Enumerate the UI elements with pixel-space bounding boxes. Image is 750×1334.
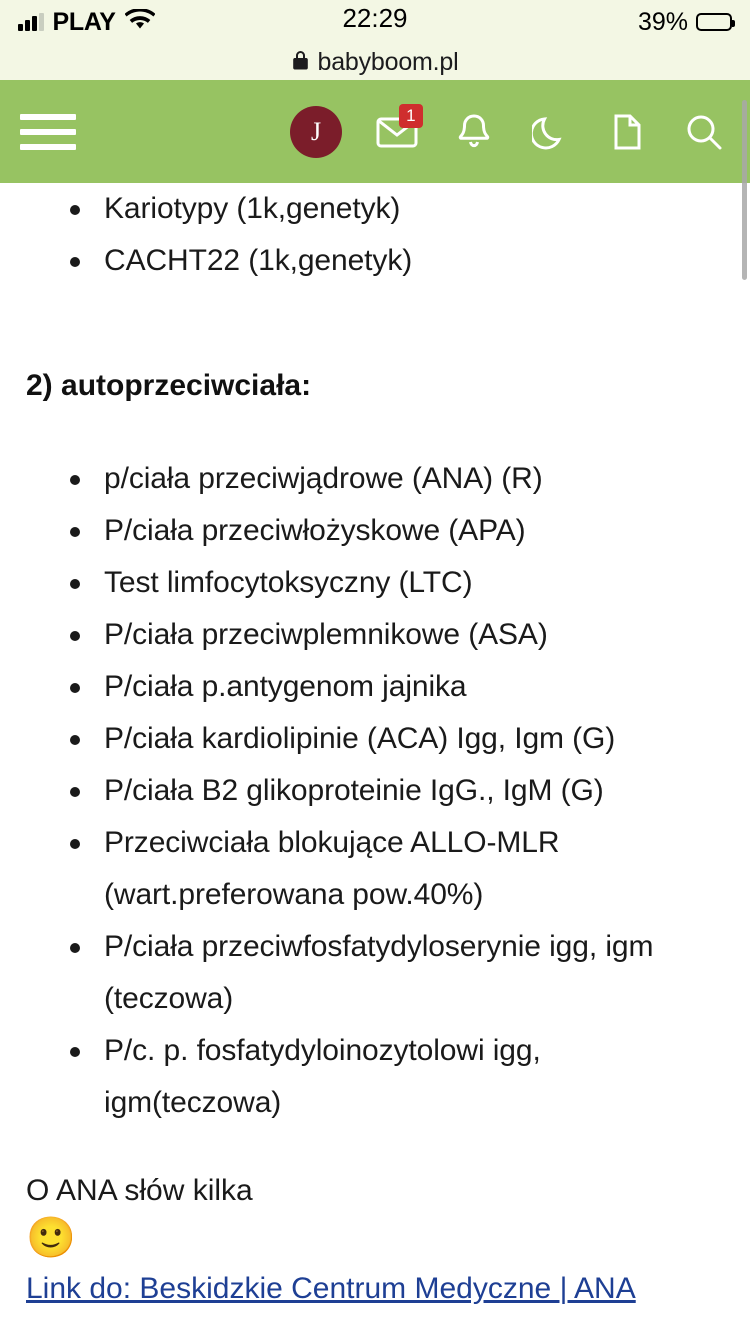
list-item: P/ciała p.antygenom jajnika [26, 661, 724, 713]
list-item: Test limfocytoksyczny (LTC) [26, 557, 724, 609]
top-test-list [26, 183, 724, 287]
hamburger-menu-icon[interactable] [20, 114, 76, 150]
list-item: P/ciała przeciwfosfatydyloserynie igg, igm (teczowa) [26, 921, 724, 1025]
battery-icon [696, 13, 732, 31]
spacer [26, 287, 724, 369]
signal-bars-icon [18, 13, 44, 31]
spacer [26, 1129, 724, 1169]
site-header [0, 80, 750, 183]
url-text: babyboom.pl [317, 47, 459, 76]
search-icon[interactable] [682, 110, 726, 154]
status-bar-right [638, 8, 732, 37]
smiley-emoji: 🙂 [26, 1216, 76, 1260]
section-heading: 2) autoprzeciwciała: [26, 369, 312, 402]
mail-icon[interactable] [375, 105, 419, 154]
list-item: P/ciała kardiolipinie (ACA) Igg, Igm (G) [26, 713, 724, 765]
status-bar [0, 0, 750, 44]
scrollbar[interactable] [742, 100, 747, 280]
spacer [26, 403, 724, 453]
header-toolbar [290, 80, 726, 183]
wifi-icon [125, 9, 155, 36]
list-item: Przeciwciała blokujące ALLO-MLR (wart.preferowana pow.40%) [26, 817, 724, 921]
lock-icon [292, 49, 309, 76]
note-text: O ANA słów kilka [26, 1174, 253, 1207]
bell-icon[interactable] [452, 110, 496, 154]
list-item: p/ciała przeciwjądrowe (ANA) (R) [26, 453, 724, 505]
list-item: P/c. p. fosfatydyloinozytolowi igg, igm(teczowa) [26, 1025, 724, 1129]
address-bar[interactable] [0, 44, 750, 80]
avatar[interactable] [290, 106, 342, 158]
list-item: Kariotypy (1k,genetyk) [26, 183, 724, 235]
page-content [0, 183, 750, 1315]
status-bar-left [18, 8, 155, 37]
list-item: P/ciała przeciwplemnikowe (ASA) [26, 609, 724, 661]
battery-percent-label: 39% [637, 7, 688, 36]
external-link[interactable]: Link do: Beskidzkie Centrum Medyczne | ANA [26, 1272, 636, 1305]
status-time: 22:29 [342, 3, 408, 33]
browser-chrome [0, 0, 750, 80]
list-item: P/ciała przeciwłożyskowe (APA) [26, 505, 724, 557]
moon-icon[interactable] [528, 110, 572, 154]
carrier-label: PLAY [52, 7, 116, 36]
document-icon[interactable] [605, 110, 649, 154]
antibody-list [26, 453, 724, 1129]
mail-badge: 1 [399, 104, 423, 128]
avatar-initial: J [310, 116, 322, 146]
list-item: CACHT22 (1k,genetyk) [26, 235, 724, 287]
list-item: P/ciała B2 glikoproteinie IgG., IgM (G) [26, 765, 724, 817]
